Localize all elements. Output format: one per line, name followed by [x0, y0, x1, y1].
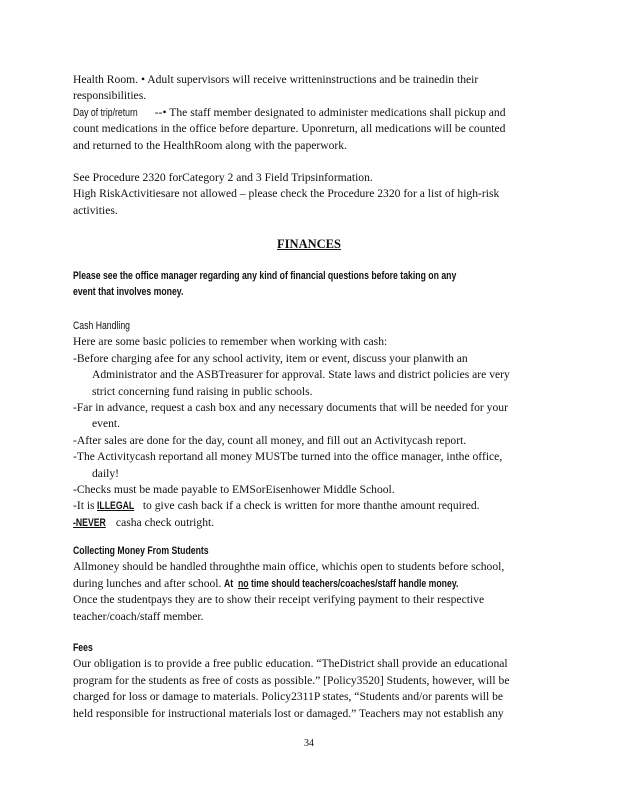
list-item-line: -Far in advance, request a cash box and any necessary documents that will be needed for your	[73, 401, 508, 415]
collecting-money-section	[73, 543, 543, 625]
see-procedure-paragraph	[73, 170, 543, 219]
text-line: charged for loss or damage to materials. Policy2311P states, “Students and/or parents will be	[73, 690, 504, 704]
fees-section	[73, 640, 543, 722]
never-text: casha check outright.	[113, 515, 215, 529]
list-item-line: -After sales are done for the day, count all money, and fill out an Activitycash report.	[73, 433, 467, 447]
list-item-line	[73, 515, 543, 531]
list-item-line: strict concerning fund raising in public schools.	[92, 384, 313, 398]
text-segment: during lunches and after school.	[73, 576, 225, 590]
text-segment: time should teachers/coaches/staff handle money.	[251, 577, 459, 590]
illegal-prefix: -It is	[73, 499, 98, 513]
text-line: event that involves money.	[73, 286, 184, 299]
collecting-heading: Collecting Money From Students	[73, 545, 209, 557]
medication-paragraph	[73, 72, 543, 154]
text-line: teacher/coach/staff member.	[73, 609, 204, 623]
never-word: -NEVER	[73, 516, 106, 529]
list-item-line: Administrator and the ASBTreasurer for approval. State laws and district policies are very	[92, 368, 510, 382]
text-line: See Procedure 2320 forCategory 2 and 3 Field Tripsinformation.	[73, 171, 373, 184]
text-line: High RiskActivitiesare not allowed – please check the Procedure 2320 for a list of high-risk	[73, 187, 500, 201]
text-line: activities.	[73, 203, 118, 217]
list-item-line	[73, 498, 543, 514]
illegal-word: ILLEGAL	[97, 500, 135, 513]
day-separator: --•	[151, 105, 170, 119]
page-number: 34	[304, 738, 314, 749]
text-line	[73, 576, 543, 592]
list-item-line: daily!	[92, 466, 120, 480]
fees-heading: Fees	[73, 642, 93, 654]
cash-handling-section	[73, 318, 543, 531]
text-line	[73, 105, 543, 121]
list-item-line: -Before charging afee for any school activity, item or event, discuss your planwith an	[73, 351, 468, 365]
text-line: Health Room. • Adult supervisors will receive writteninstructions and be trainedin their	[73, 73, 479, 86]
list-item-line: -The Activitycash reportand all money MUSTbe turned into the office manager, inthe office,	[73, 450, 503, 464]
list-item-line: -Checks must be made payable to EMSorEisenhower Middle School.	[73, 483, 395, 497]
finances-heading: FINANCES	[277, 237, 341, 251]
list-item-line: event.	[92, 417, 121, 431]
text-line: program for the students as free of costs as possible.” [Policy3520] Students, however, will be	[73, 673, 510, 687]
text-segment: At	[224, 577, 234, 590]
text-line: Once the studentpays they are to show their receipt verifying payment to their respective	[73, 593, 485, 607]
day-text: The staff member designated to administer medications shall pickup and	[169, 105, 506, 119]
text-line: responsibilities.	[73, 89, 147, 103]
text-line: and returned to the HealthRoom along with the paperwork.	[73, 138, 347, 152]
text-line: Allmoney should be handled throughthe main office, whichis open to students before school,	[73, 560, 505, 574]
text-line: count medications in the office before departure. Uponreturn, all medications will be counted	[73, 122, 506, 136]
text-line: Here are some basic policies to remember when working with cash:	[73, 335, 388, 349]
day-of-trip-label: Day of trip/return	[73, 106, 138, 119]
illegal-text: to give cash back if a check is written for more thanthe amount required.	[142, 499, 480, 513]
text-line: Please see the office manager regarding any kind of financial questions before taking on any	[73, 270, 457, 282]
no-word: no	[238, 577, 250, 590]
cash-handling-heading: Cash Handling	[73, 320, 130, 332]
finances-intro	[73, 268, 543, 301]
text-line: held responsible for instructional materials lost or damaged.” Teachers may not establish any	[73, 706, 504, 720]
text-line: Our obligation is to provide a free public education. “TheDistrict shall provide an educational	[73, 657, 508, 671]
